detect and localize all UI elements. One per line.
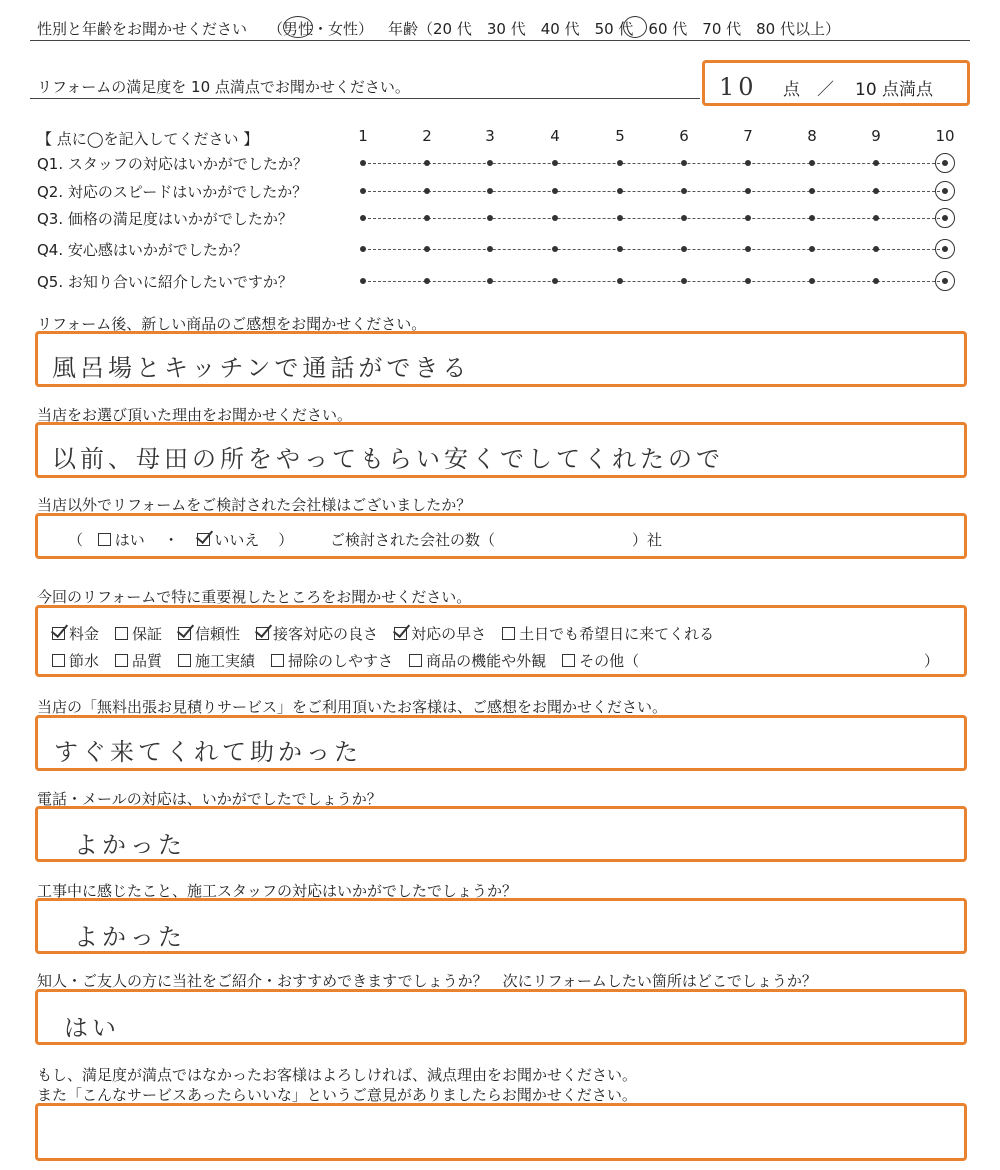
reason-answer-box <box>35 422 967 478</box>
priority-checkbox[interactable] <box>394 627 407 640</box>
yes-label: はい <box>114 531 145 549</box>
rating-point[interactable] <box>809 246 815 252</box>
priority-checkbox[interactable] <box>271 654 284 667</box>
priority-option[interactable] <box>178 623 240 644</box>
feedback-label-1: もし、満足度が満点ではなかったお客様はよろしければ、減点理由をお聞かせください。 <box>37 1066 638 1084</box>
scale-number: 7 <box>743 127 753 145</box>
construction-answer-box <box>35 898 967 954</box>
scale-number: 10 <box>935 127 955 145</box>
male-circle-mark <box>283 16 313 38</box>
priority-option[interactable] <box>256 623 378 644</box>
rating-point[interactable] <box>360 160 366 166</box>
priority-label: 節水 <box>69 652 100 670</box>
priority-label: 品質 <box>132 652 163 670</box>
rating-point[interactable] <box>873 278 879 284</box>
rating-line <box>363 218 945 219</box>
rating-point[interactable] <box>681 160 687 166</box>
rating-line <box>363 191 945 192</box>
priority-label: 掃除のしやすさ <box>288 652 394 670</box>
rating-point[interactable] <box>873 215 879 221</box>
answer-circle-mark <box>935 239 955 259</box>
rating-line <box>363 249 945 250</box>
feedback-label-2: また「こんなサービスあったらいいな」というご意見がありましたらお聞かせください。 <box>37 1086 637 1104</box>
scale-number: 4 <box>550 127 560 145</box>
rating-point[interactable] <box>681 215 687 221</box>
priority-option[interactable] <box>115 650 162 671</box>
impression-answer: 風呂場とキッチンで通話ができる <box>52 354 471 382</box>
other-companies-label: 当店以外でリフォームをご検討された会社様はございましたか？ <box>37 496 472 514</box>
rating-point[interactable] <box>360 215 366 221</box>
company-count-label: ご検討された会社の数（ <box>330 531 496 549</box>
company-count-suffix: ）社 <box>632 531 663 549</box>
score-unit: 点 <box>783 80 800 100</box>
phone-label: 電話・メールの対応は、いかがでしたでしょうか？ <box>37 790 382 808</box>
paren-close: ） <box>278 531 294 549</box>
satisfaction-prompt: リフォームの満足度を 10 点満点でお聞かせください。 <box>37 78 410 96</box>
estimate-label: 当店の「無料出張お見積りサービス」をご利用頂いたお客様は、ご感想をお聞かせください。 <box>37 698 668 716</box>
priorities-box <box>35 605 967 677</box>
other-paren-close: ） <box>924 652 940 670</box>
handwritten-score: 10 <box>719 73 758 101</box>
question-label: Q5. お知り合いに紹介したいですか？ <box>37 273 293 291</box>
rating-point[interactable] <box>873 160 879 166</box>
priority-option[interactable] <box>409 650 546 671</box>
referral-answer: はい <box>64 1014 120 1042</box>
construction-label: 工事中に感じたこと、施工スタッフの対応はいかがでしたでしょうか？ <box>37 882 518 900</box>
rating-point[interactable] <box>745 246 751 252</box>
rating-point[interactable] <box>745 188 751 194</box>
rating-point[interactable] <box>873 188 879 194</box>
rating-point[interactable] <box>809 160 815 166</box>
priority-checkbox[interactable] <box>409 654 422 667</box>
priority-checkbox[interactable] <box>562 654 575 667</box>
question-label: Q3. 価格の満足度はいかがでしたか？ <box>37 210 293 228</box>
rating-point[interactable] <box>487 160 493 166</box>
priority-label: 料金 <box>69 625 100 643</box>
priority-checkbox[interactable] <box>52 654 65 667</box>
phone-answer: よかった <box>74 831 186 859</box>
rating-point[interactable] <box>681 188 687 194</box>
priorities-label: 今回のリフォームで特に重要視したところをお聞かせください。 <box>37 588 472 606</box>
feedback-answer-box <box>35 1103 967 1161</box>
scale-number: 3 <box>485 127 495 145</box>
estimate-answer: すぐ来てくれて助かった <box>54 738 362 766</box>
rating-point[interactable] <box>617 160 623 166</box>
rating-point[interactable] <box>552 278 558 284</box>
yes-checkbox[interactable] <box>98 533 111 546</box>
rating-point[interactable] <box>360 246 366 252</box>
paren-open: （ <box>68 531 84 549</box>
priority-label: 商品の機能や外観 <box>426 652 547 670</box>
priority-label: 施工実績 <box>195 652 256 670</box>
priority-option[interactable] <box>394 623 486 644</box>
scale-number: 2 <box>422 127 432 145</box>
no-checkbox[interactable] <box>197 533 210 546</box>
construction-answer: よかった <box>74 923 186 951</box>
scale-number: 8 <box>807 127 817 145</box>
priority-checkbox[interactable] <box>52 627 65 640</box>
referral-answer-box <box>35 989 967 1045</box>
scale-number: 9 <box>871 127 881 145</box>
satisfaction-rule <box>30 98 700 99</box>
reason-answer: 以前、母田の所をやってもらい安くでしてくれたので <box>52 445 724 473</box>
priority-checkbox[interactable] <box>502 627 515 640</box>
rating-point[interactable] <box>552 246 558 252</box>
header-rule <box>30 40 970 41</box>
rating-line <box>363 281 945 282</box>
rating-point[interactable] <box>424 188 430 194</box>
rating-point[interactable] <box>745 215 751 221</box>
rating-point[interactable] <box>745 278 751 284</box>
rating-point[interactable] <box>809 278 815 284</box>
other-companies-box <box>35 513 967 559</box>
no-label: いいえ <box>214 531 260 549</box>
priority-option[interactable] <box>52 623 99 644</box>
rating-point[interactable] <box>552 188 558 194</box>
rating-point[interactable] <box>487 188 493 194</box>
score-slash: ／ <box>817 80 834 100</box>
scale-number: 5 <box>615 127 625 145</box>
question-label: Q2. 対応のスピードはいかがでしたか？ <box>37 183 308 201</box>
rating-point[interactable] <box>424 160 430 166</box>
priority-label: 対応の早さ <box>411 625 487 643</box>
estimate-answer-box <box>35 715 967 771</box>
gender-options: （男性・女性） <box>268 20 374 38</box>
rating-point[interactable] <box>360 188 366 194</box>
rating-point[interactable] <box>424 215 430 221</box>
rating-point[interactable] <box>617 246 623 252</box>
rating-point[interactable] <box>487 215 493 221</box>
rating-point[interactable] <box>681 246 687 252</box>
rating-point[interactable] <box>552 160 558 166</box>
rating-point[interactable] <box>360 278 366 284</box>
rating-point[interactable] <box>617 278 623 284</box>
priority-checkbox[interactable] <box>256 627 269 640</box>
impression-answer-box <box>35 331 967 387</box>
rating-point[interactable] <box>745 160 751 166</box>
priority-option[interactable] <box>115 623 162 644</box>
scale-number: 1 <box>358 127 368 145</box>
priority-label: 土日でも希望日に来てくれる <box>519 625 715 643</box>
satisfaction-score-box <box>702 60 970 106</box>
question-label: Q1. スタッフの対応はいかがでしたか？ <box>37 155 308 173</box>
age-options: 年齢（20 代 30 代 40 代 50 代 60 代 70 代 80 代以上） <box>388 20 840 38</box>
age-50-circle-mark <box>623 16 647 38</box>
priority-option[interactable] <box>502 623 714 644</box>
priority-checkbox[interactable] <box>115 627 128 640</box>
phone-answer-box <box>35 806 967 862</box>
answer-circle-mark <box>935 181 955 201</box>
gender-age-label: 性別と年齢をお聞かせください <box>37 20 248 38</box>
answer-circle-mark <box>935 153 955 173</box>
rating-point[interactable] <box>681 278 687 284</box>
rating-point[interactable] <box>873 246 879 252</box>
priority-option[interactable] <box>52 650 99 671</box>
rating-point[interactable] <box>809 188 815 194</box>
question-label: Q4. 安心感はいかがでしたか？ <box>37 241 248 259</box>
referral-label: 知人・ご友人の方に当社をご紹介・おすすめできますでしょうか？ 次にリフォームしたい箇所はどこでしょうか？ <box>37 972 817 990</box>
priority-option[interactable] <box>178 650 255 671</box>
score-max: 10 点満点 <box>855 80 934 100</box>
rating-point[interactable] <box>424 246 430 252</box>
priority-checkbox[interactable] <box>178 627 191 640</box>
rating-point[interactable] <box>424 278 430 284</box>
rating-point[interactable] <box>487 246 493 252</box>
reason-label: 当店をお選び頂いた理由をお聞かせください。 <box>37 406 353 424</box>
rating-line <box>363 163 945 164</box>
rating-point[interactable] <box>617 215 623 221</box>
priority-label: 保証 <box>132 625 163 643</box>
priority-label: 接客対応の良さ <box>273 625 379 643</box>
answer-circle-mark <box>935 271 955 291</box>
impression-label: リフォーム後、新しい商品のご感想をお聞かせください。 <box>37 315 427 333</box>
priority-label: 信頼性 <box>195 625 241 643</box>
priority-label: その他（ <box>579 652 640 670</box>
rating-point[interactable] <box>487 278 493 284</box>
priority-checkbox[interactable] <box>115 654 128 667</box>
rating-instruction: 【 点に◯を記入してください 】 <box>37 130 259 148</box>
option-separator: ・ <box>163 531 179 549</box>
priority-option[interactable] <box>271 650 393 671</box>
scale-number: 6 <box>679 127 689 145</box>
rating-point[interactable] <box>552 215 558 221</box>
rating-point[interactable] <box>809 215 815 221</box>
rating-point[interactable] <box>617 188 623 194</box>
answer-circle-mark <box>935 208 955 228</box>
priority-checkbox[interactable] <box>178 654 191 667</box>
priority-option[interactable] <box>562 650 639 671</box>
